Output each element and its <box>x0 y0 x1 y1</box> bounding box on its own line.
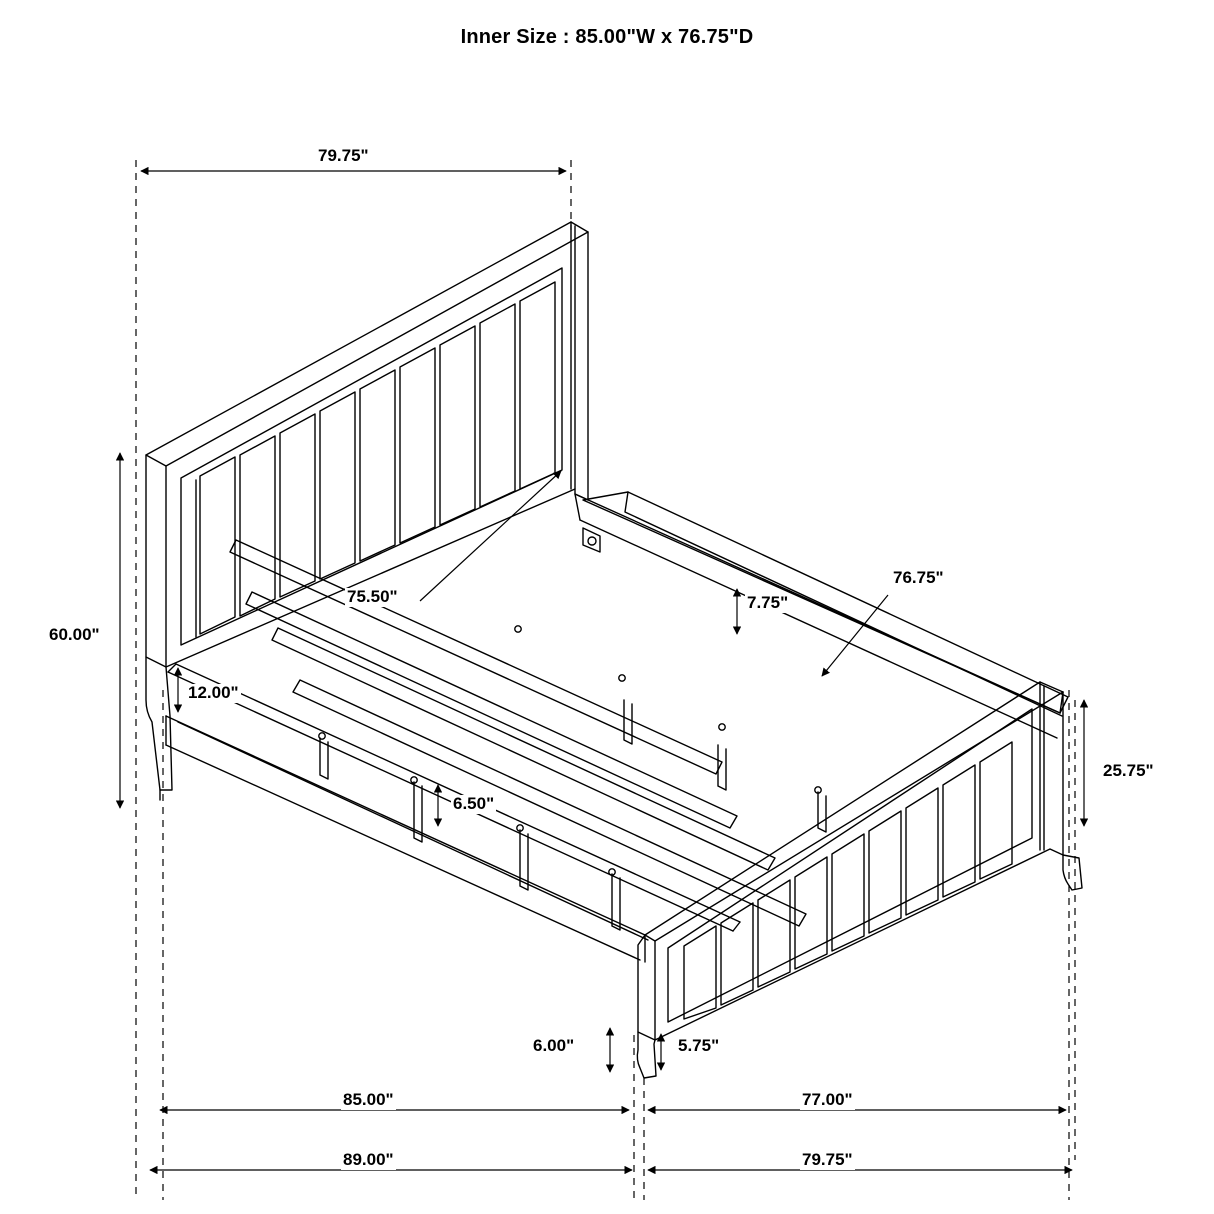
dimension-mattress-support-length: 75.50" <box>347 587 398 606</box>
dimension-side-rail-height: 7.75" <box>747 593 789 612</box>
dimension-foot-leg-height: 5.75" <box>678 1036 720 1055</box>
dimension-footboard-leg-clearance: 6.00" <box>533 1036 575 1055</box>
dimension-overall-depth-lower: 79.75" <box>802 1150 853 1169</box>
dimension-inner-depth: 76.75" <box>893 568 944 587</box>
dimension-headboard-clearance: 12.00" <box>188 683 239 702</box>
dimension-footboard-height: 25.75" <box>1103 761 1154 780</box>
dimension-overall-depth-upper: 77.00" <box>802 1090 853 1109</box>
dimension-slat-height: 6.50" <box>453 794 495 813</box>
dimension-overall-length-lower: 89.00" <box>343 1150 394 1169</box>
dimension-overall-length-upper: 85.00" <box>343 1090 394 1109</box>
dimension-overall-height: 60.00" <box>49 625 100 644</box>
diagram-title: Inner Size : 85.00"W x 76.75"D <box>460 26 754 48</box>
dimension-headboard-width: 79.75" <box>318 146 369 165</box>
